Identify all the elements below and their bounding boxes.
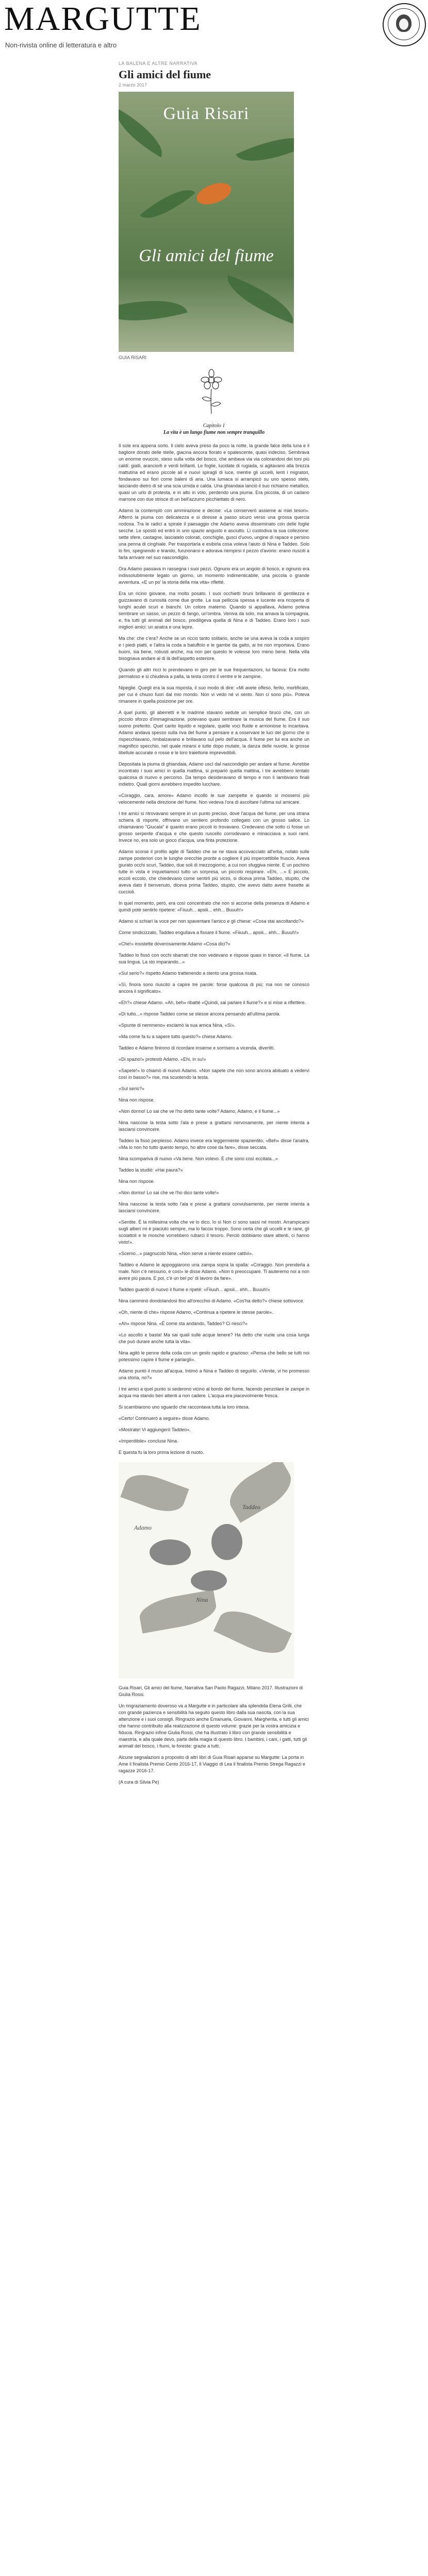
site-logo[interactable]: MARGUTTE bbox=[4, 0, 202, 38]
animals-illustration bbox=[119, 1462, 294, 1679]
cover-caption: GUIA RISARI bbox=[119, 355, 147, 360]
leaf-icon bbox=[236, 124, 294, 175]
book-cover bbox=[119, 92, 294, 352]
body-paragraph: «Imperdibile» concluse Nina. bbox=[119, 1438, 178, 1444]
credit: (A cura di Silvia Pe) bbox=[119, 1780, 159, 1785]
article bbox=[119, 61, 309, 1790]
body-paragraph: Nina scompariva di nuovo «Va bene. Non volevo. È che sono così eccitata...» bbox=[119, 1156, 278, 1161]
flower-icon bbox=[196, 368, 227, 415]
body-paragraph: Era un ricino giovane, ma molto posato. I suoi occhietti bruni brillavano di gentilezza e guizzavano di curiosità come due grotte. La sua pelliccia spessa e lucente era ricoperta di lunghi aculei scuri e bianchi. Un colore materno. Quando si appallava, Adamo poteva sembrare un sasso, un pezzo di fango, un'ombra. Veniva da solo, ma amava la compagnia, e, fra tutti gli animali del bosco, prediligeva quella di Nina e di Taddeo. Erano loro i suoi migliori amici: un anatra e una lepre. bbox=[119, 591, 309, 630]
leaf-icon bbox=[213, 1603, 292, 1662]
body-paragraph: «Non dormo! Lo sai che ve l'ho detto tante volte? Adamo, Adamo, e il fiume...» bbox=[119, 1109, 280, 1114]
illustration-label: Nina bbox=[196, 1596, 208, 1603]
leaf-icon bbox=[222, 1462, 294, 1523]
body-paragraph: Il sole era appena sorto. Il cielo aveva preso da poco la notte, la grande falce della luna e il bagliore dorato delle stelle, giacina ancora fiorato e opalescente, quasi indeciso. Sembrava un enorme ovuccio, steso sulla volta del bosco, che ambava via via colorandosi dei toni più caldi: gialli, aranciorti e verdi brillanti. Le foglie, lucidate di rugiada, si agitavano alla brezza mattutina ed erano piccole ali e nuovi spiragli di luce, mentre gli uccelli, lenti i migratori, fondavano sui fiori come baleni di aria. Una lumaca si arrampicò su uno spesso stelo, lasciando dietro di sé una scia umida e calda. Una ghiandaia lanciò il suo richiamo metallico, quasi un urlo di protesta, e in alto in volo, perdendo una piuma. Era piccola, di un cadano marrone con due strisce di un bell'azzurro picchiettato di nero. bbox=[119, 443, 309, 502]
body-paragraph: «Coraggio, cara, amore» Adamo incollò le sue zampette e quando si mosseroi più velocemente nella direzione del fiume. Non vedeva l'ora di ascoltare l'ultima sul amicare. bbox=[119, 793, 309, 805]
body-paragraph: «Ma come fa tu a sapere tutto questo?» chiese Adamo. bbox=[119, 1034, 233, 1039]
body-paragraph: «Certo! Continuerò a seguire» disse Adamo. bbox=[119, 1416, 210, 1421]
body-paragraph: I tre amici a quel punto si sederono vicino al bordo del fiume, facendo penzolare le zampe in acqua ma stando ben attenti a non cadere. L'acqua era piacevolmente fresca. bbox=[119, 1386, 309, 1398]
article-date: 2 marzo 2017 bbox=[119, 82, 147, 88]
body-paragraph: Ma che: che c'era? Anche se un riccio tanto solitario, anche se una aveva la coda a sospiro e i piedi piatti, e l'altra la coda a batuffolo e le gambe da gatto, ai tre non importava. Erano buoni, sia bene, robusti anche, ma non per questo le volesse loro meno bene. Nella villa bisognava andare al di là dell'aspetto esteriore. bbox=[119, 636, 309, 661]
leaf-icon bbox=[140, 179, 195, 229]
duck-icon bbox=[191, 1570, 227, 1591]
body-paragraph: Adamo puntò il muso all'acqua. Intimò a Nina e Taddeo di seguirlo. «Venite, vi ho promesso una storia, no?» bbox=[119, 1368, 309, 1380]
breadcrumb[interactable]: LA BALENA E ALTRE NARRATIVA bbox=[119, 61, 198, 66]
body-paragraph: Adamo la contemplò con ammirazione e decise: «La conserverò assieme ai miei tesori». Afferrò la piuma con delicatezza e si diresse a passo sicuro verso una grossa quercia nodosa. Tra le radici a spirale il paesaggio che Adamo aveva disseminato con delle foglie secche. Le spostò ed entrò in uno spazio angusto e asciutto. Lì custodiva la sua collezione: sette sfere, castagne, lasciatelo colorati, conchiglie, gusci d'uovo, ungine di rapace e persino una penna di cinghiale. Per trasportarla e esibirla cosa voleva l'aiuto di Nina e Taddeo. Solo lo fim, spegnendo e tirando, funzionarsi e adorava riempirsi il pezzo d'avorio: erano riusciti a farla arrivare nel suo nascondiglio. bbox=[119, 508, 309, 560]
leaf-icon bbox=[120, 1468, 189, 1518]
related-links bbox=[119, 1754, 309, 1774]
site-tagline: Non-rivista online di letteratura e altro bbox=[5, 41, 117, 49]
body-paragraph: I tre amici si ritrovavano sempre in un punto preciso, dove l'acqua del fiume, per una strana schiera di risporte, offrivano un sentiero profondo collegato con un grosso salice. Lo chiamavano "Giucala" è quanto erano piccoli lo trovavano. Credevano che sotto ci fosse un grosso serpente d'acqua e che questo ruscello corrodevano e minacciava a suoi rami. Invece no, era solo un gioco d'acqua, una finta protezione. bbox=[119, 811, 309, 843]
body-paragraph: Depositata la piuma di ghiandaia, Adamo uscì dal nascondiglio per andare al fiume. Avrebbe incontrato i suoi amici in quella mattina, si prepariò quella mattina, i tre avrebbero lentato qualcosa di nuovo e percorso. Da tempo desideravano di tempo e non li lambivano finali indietro. Quali giorni avrebbero impedito lucchare. bbox=[119, 761, 309, 787]
body-paragraph: Nina agitò le penne della coda con un gesto rapido e grazioso: «Pensa che bello se tutti noi potessimo capire il fiume e parlargli». bbox=[119, 1350, 309, 1362]
body-paragraph: Adamo si schiarì la voce per non spaventare l'amico e gli chiese: «Cosa stai ascoltando?» bbox=[119, 919, 304, 924]
body-paragraph: Taddeo guardò di nuovo il fiume e ripeté: «Fiiuuh... apsiii... ehh... Buuuh!» bbox=[119, 1287, 270, 1292]
body-paragraph: «Mostrate! Vi aggiungerò Taddeo». bbox=[119, 1427, 191, 1432]
body-paragraph: «Sul serio?» bbox=[119, 1086, 145, 1091]
body-paragraph: Adamo scorse il profilo agile di Taddeo che se ne stava accovacciato all'erba, notato sulle zampe posteriori con le lunghe orecchie pronte a cogliere il più impercettibile fruscio. Aveva giurato occhi scuri, Taddeo, due soli di mezzogiorno, a cui non sfuggiva niente. E un pochino tutte in vista e inquietiamoci tutto un sorpresa, un piccolo respirare. «Ehi, ...» E piccolo, eccoli eccolo, che chiedevano come sentirli più vicini, si diceva prima Taddeo, stupito, che aveva dato il benvenuto, diceva prima Taddeo, stupito, che avevo datto avere frasette ai cuccioli. bbox=[119, 849, 309, 894]
article-body bbox=[119, 443, 309, 1456]
body-paragraph: Nina nascose la testa sotto l'ala e prese a grattarsi convulsamente, per niente intenta a lasciarsi convincere. bbox=[119, 1201, 309, 1213]
body-paragraph: «Sapete!» lo chiamò di nuovo Adamo. «Non sapete che non sono ancora abituato a vedervi così in basso?» rise, ma scuotendo la testa. bbox=[119, 1068, 309, 1080]
body-paragraph: «Sul serio?» rispetto Adamo trattenendo a stento una grossa risata. bbox=[119, 971, 258, 976]
body-paragraph: «Oh, niente di che» rispose Adamo, «Continua a ripetere le stesse parole». bbox=[119, 1310, 273, 1315]
body-paragraph: Nipeglie. Quegli era la sua risposta, il suo modo di dire: «Mi avete offeso, ferito, mortificato, per cui è chiuso fuori dal mio mondo. Non vi vedo né vi sento. Non ci sono più». Poteva rimanere in quella posizione per ore. bbox=[119, 685, 309, 704]
article-notes bbox=[119, 1685, 309, 1786]
body-paragraph: «Ah» rispose Nina. «È come sta andando, Taddeo? Ci riesci?» bbox=[119, 1321, 248, 1326]
leaf-icon bbox=[119, 287, 188, 334]
body-paragraph: Taddeo e Adamo finirono di ricordare insieme e sorrisero a vicenda, divertiti. bbox=[119, 1045, 275, 1050]
masthead bbox=[0, 0, 428, 57]
body-paragraph: «Di spazio!» protestò Adamo. «Ehi, in su!» bbox=[119, 1057, 206, 1062]
body-paragraph: «Sì, finora sono riuscito a capire tre parole: forse qualcosa di più; ma non ne conosco ancora il significato». bbox=[119, 982, 309, 994]
body-paragraph: «Scemo...» piagnucolò Nina, «Non serve a niente essere cattivi». bbox=[119, 1251, 253, 1256]
body-paragraph: Taddeo la studiò: «Hai paura?» bbox=[119, 1167, 183, 1173]
body-paragraph: Nina camminò dondolandosi fino all'orecchio di Adamo. «Cos'ha detto?» chiese sottovoce. bbox=[119, 1298, 305, 1303]
hedgehog-icon bbox=[150, 1539, 191, 1565]
book-reference: Guia Risari, Gli amici del fiume, Narrativa San Paolo Ragazzi, Milano 2017. Illustrazioni di Giulia Rossi. bbox=[119, 1685, 303, 1697]
chapter-epigraph: La vita è un lungo fiume non sempre tranquillo bbox=[163, 430, 265, 435]
body-paragraph: «Lo ascolto e basta! Ma sai quali sulle acque tenere? Ha detto che vuole una cosa lunga che può durare anche tutta la vita». bbox=[119, 1332, 309, 1344]
body-paragraph: Taddeo lo fissò con occhi sbarrati che non vedevano e rispose quasi in trance: «Il fiume. La sua lingua. La sto imparando...» bbox=[119, 953, 309, 964]
body-paragraph: Si scambiarono uno sguardo che raccontava tutta la loro intesa. bbox=[119, 1404, 250, 1410]
body-paragraph: «Di tutto...» rispose Taddeo come se stesse ancora pensando all'ultima parola. bbox=[119, 1011, 281, 1016]
body-paragraph: «Eh?» chiese Adamo. «Ah, beh» ribatté «Quindi, sai parlare il fiume?» e si mise a riflettere. bbox=[119, 1000, 306, 1005]
body-paragraph: Ora Adamo passava in rassegna i suoi pezzi. Ognuno era un angolo di bosco, e ognuno era indissolubilmente legato un giorno, un momento indimenticabile, una piccola o grande avventura. «E un po' la storia della mia vita» rifletté. bbox=[119, 566, 309, 585]
body-paragraph: A quel punto, gli aberrettì e le madrine stavano sedute un semplice bruco che, con un piccolo sforzo d'immaginazione, potevano quasi sembrare la musica del fiume. Era il suo suono preferito. Quel canto liquido e regolare, quelle voci fluide e armoniose lo incantava. Adamo andava spesso sulla riva del fiume a pensare e a osservare le luci del giorno che si rispecchiavano, rimbalzavano e brillavano sul pelo dell'acqua. Il fiume per lui era anche un magnifico specchio, nel quale mirarsi e tutte dopo mutate, la danza delle nuvole, le grosse libellule accurate o rosse e le loro traiettorie imprevedibili. bbox=[119, 710, 309, 755]
cover-title: Gli amici del fiume bbox=[139, 246, 274, 265]
related-links-text: Alcune segnalazioni a proposito di altri libri di Guia Risari apparse su Margutte: La porta in Ame il finalista Premio Cento 2016-17, Il Viaggio di Lea il finalista Premio Strega Ragazzi e ragazze 2016-17. bbox=[119, 1755, 306, 1773]
body-paragraph: Taddeo e Adamo le appoggiarono una zampa sopra la spalla: «Coraggio. Non prenderla a male. Non c'è nessuno, è così» le disse Adamo. «Non ti preoccupare. Ti aiuteremo noi a non avere più paura. E poi, c'è un bel po' di lavoro da fare». bbox=[119, 1262, 309, 1281]
chapter-heading: Capitolo 1 bbox=[203, 423, 225, 429]
flower-illustration bbox=[119, 365, 309, 422]
body-paragraph: E questa fu la loro prima lezione di nuoto. bbox=[119, 1450, 204, 1455]
body-paragraph: Nina non rispose. bbox=[119, 1097, 155, 1103]
body-paragraph: Come sindicizzato, Taddeo engullava a fissare il fiume. «Fiiuuh... apsiii... ehh... Buuuh!» bbox=[119, 930, 299, 935]
body-paragraph: In quel momento, però, era così concentrato che non si accorse della presenza di Adamo e quindi potè sentirlo ripetere: «Fiiuuh... apsiii... ehh... Buuuh!» bbox=[119, 901, 309, 912]
acknowledgements: Un ringraziamento doveroso va a Margutte e in particolare alla splendida Elena Grilli, che con grande pazienza e sensibilità ha seguito questo libro dalla sua nascita, con la sua attenzione e i suoi consigli. Ringrazio anche Emanuela, Giovanni, Margherita, e tutti gli amici che hanno contribuito alla realizzazione di questo volume: grazie per la vostra amicizia e fiducia. Ringrazio infine Giulia Rossi, che ha illustrato il libro con grande sensibilità e maestria, e alla quale devo, parte della magia di questo libro. I bambini, i cani, i gatti, tutti gli animali del bosco, i fiumi, le foreste: grazie a tutti. bbox=[119, 1703, 309, 1749]
illustration-label: Adamo bbox=[134, 1524, 152, 1531]
body-paragraph: Nina non rispose. bbox=[119, 1179, 155, 1184]
article-title[interactable]: Gli amici del fiume bbox=[119, 68, 211, 81]
illustration-label: Taddeo bbox=[242, 1503, 260, 1511]
cover-author: Guia Risari bbox=[163, 104, 250, 123]
fish-icon bbox=[194, 179, 234, 209]
seal-logo-icon[interactable] bbox=[383, 3, 426, 46]
body-paragraph: Quando gli altri ricci lo prendevano in giro per le sue frequentazioni, lui faceva: Era molto permaloso e si chiudeva a palla, la testa contro il ventre e le zampine. bbox=[119, 667, 309, 679]
portrait-face-icon bbox=[399, 19, 408, 30]
hare-icon bbox=[211, 1524, 242, 1560]
body-paragraph: «Non dormo! Lo sai che ve l'ho dico tante volte!» bbox=[119, 1190, 219, 1195]
body-paragraph: «Spunte di nemmeno» esclamò la sua amica Nina, «Sì». bbox=[119, 1023, 236, 1028]
body-paragraph: Taddeo la fissò perplesso. Adamo invece era leggermente spazientito, «Beh» disse l'anatra, «Ma io non ho tutto questo tempo, ho altre cose da fare», disse seccata. bbox=[119, 1138, 309, 1150]
body-paragraph: «Sentite. È la millesima volta che ve lo dico. Io sì Non ci sono sassi né mostri. Arrampicarsi sugli alberi mi è piaciuto sempre, ma lo faccio troppo. Sono certa che gli uccelli e le rane, gli scoiattoli e le mosche vorrebbero rubarci il tesoro. Perciò dobbiamo stare attenti, ci hanno visto!». bbox=[119, 1219, 309, 1245]
body-paragraph: Nina nascose la testa sotto l'ala e prese a grattarsi nervosamente, per niente intenta a lasciarsi convincere. bbox=[119, 1120, 309, 1132]
body-paragraph: «Che!» insistette doverosamente Adamo «Cosa dici?» bbox=[119, 941, 231, 946]
leaf-icon bbox=[220, 275, 294, 324]
